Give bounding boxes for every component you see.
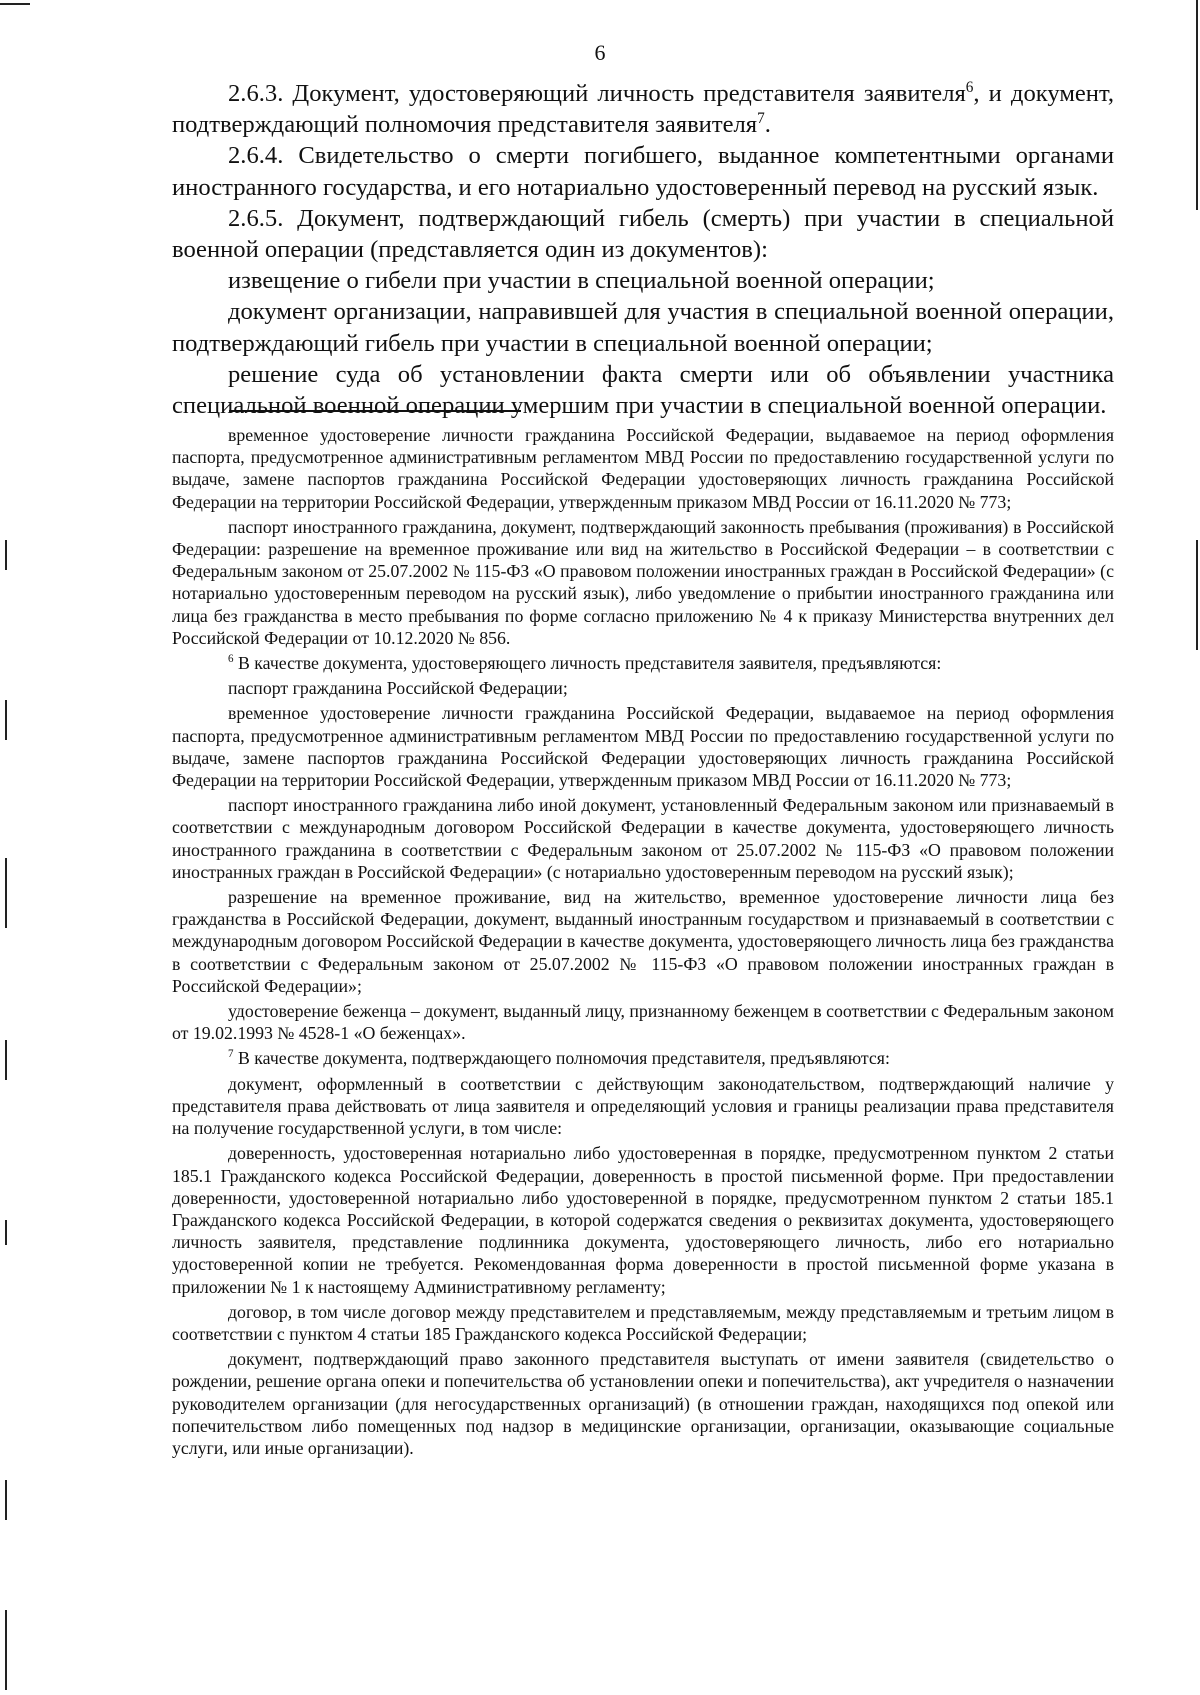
footnote-paragraph: удостоверение беженца – документ, выданный лицу, признанному беженцем в соответствии с Федеральным законом от 19.02.1993 № 4528-1 «О беженцах».	[172, 1001, 1114, 1044]
scan-edge-left-6	[5, 1480, 7, 1520]
list-item-court-decision: решение суда об установлении факта смерти или об объявлении участника специальной военной операции умершим при участии в специальной военной операции.	[172, 360, 1114, 420]
footnote-paragraph: доверенность, удостоверенная нотариально либо удостоверенная в порядке, предусмотренном пунктом 2 статьи 185.1 Гражданского кодекса Российской Федерации, доверенность в простой письменной форме. При предоставлении доверенности, удостоверенной нотариально либо удостоверенной в порядке, предусмотренном пунктом 2 статьи 185.1 Гражданского кодекса Российской Федерации, в которой содержатся сведения о реквизитах документа, удостоверяющего личность заявителя, представление подлинника документа, удостоверяющего личность, либо его нотариально удостоверенной копии не требуется. Рекомендованная форма доверенности в простой письменной форме указана в приложении № 1 к настоящему Административному регламенту;	[172, 1143, 1114, 1297]
clause-2-6-3	[172, 78, 1114, 140]
footnote-paragraph: документ, оформленный в соответствии с действующим законодательством, подтверждающий наличие у представителя права действовать от лица заявителя и определяющий условия и границы реализации права представителя на получение государственной услуги, в том числе:	[172, 1073, 1114, 1139]
list-item-notice: извещение о гибели при участии в специальной военной операции;	[228, 267, 935, 295]
footnote-7-text: В качестве документа, подтверждающего полномочия представителя, предъявляются:	[233, 1048, 890, 1069]
footnote-ref-7: 7	[757, 110, 765, 128]
clause-2-6-4: 2.6.4. Свидетельство о смерти погибшего, выданное компетентными органами иностранного государства, и его нотариально удостоверенный перевод на русский язык.	[172, 142, 1114, 201]
footnote-paragraph: договор, в том числе договор между представителем и представляемым, между представляемым и третьим лицом в соответствии с пунктом 4 статьи 185 Гражданского кодекса Российской Федерации;	[172, 1301, 1114, 1344]
clause-2-6-5: 2.6.5. Документ, подтверждающий гибель (смерть) при участии в специальной военной операции (представляется один из документов):	[172, 204, 1114, 264]
clause-2-6-3-text-c: .	[764, 111, 771, 139]
clause-2-6-3-text-a: 2.6.3. Документ, удостоверяющий личность представителя заявителя	[228, 80, 966, 107]
footnote-6-heading	[172, 652, 1114, 674]
footnote-marker-6: 6	[228, 653, 234, 666]
scan-edge-right-upper	[1196, 0, 1198, 210]
footnote-ref-6: 6	[965, 78, 974, 96]
footnote-paragraph: паспорт иностранного гражданина либо иной документ, установленный Федеральным законом или признаваемый в соответствии с международным договором Российской Федерации в качестве документа, удостоверяющего личность иностранного гражданина в соответствии с Федеральным законом от 25.07.2002 № 115-ФЗ «О правовом положении иностранных граждан в Российской Федерации» (с нотариально удостоверенным переводом на русский язык);	[172, 795, 1114, 882]
footnotes	[172, 424, 1114, 1462]
scan-edge-left-1	[5, 540, 7, 570]
list-item-org-document: документ организации, направившей для участия в специальной военной операции, подтверждающий гибель при участии в специальной военной операции;	[172, 298, 1114, 357]
footnote-paragraph: паспорт иностранного гражданина, документ, подтверждающий законность пребывания (проживания) в Российской Федерации: разрешение на временное проживание или вид на жительство в Российской Федерации – в соответствии с Федеральным законом от 25.07.2002 № 115-ФЗ «О правовом положении иностранных граждан в Российской Федерации» (с нотариально удостоверенным переводом на русский язык), либо уведомление о прибытии иностранного гражданина или лица без гражданства в место пребывания по форме согласно приложению № 4 к приказу Министерства внутренних дел Российской Федерации от 10.12.2020 № 856.	[172, 516, 1114, 648]
footnote-marker-7: 7	[228, 1048, 234, 1061]
scan-edge-left-5	[5, 1220, 7, 1245]
footnote-paragraph: паспорт гражданина Российской Федерации;	[228, 678, 568, 699]
footnote-paragraph: временное удостоверение личности гражданина Российской Федерации, выдаваемое на период оформления паспорта, предусмотренное административным регламентом МВД России по предоставлению государственной услуги по выдаче, замене паспортов гражданина Российской Федерации удостоверяющих личность гражданина Российской Федерации на территории Российской Федерации, утвержденным приказом МВД России от 16.11.2020 № 773;	[172, 703, 1114, 791]
footnote-paragraph: разрешение на временное проживание, вид на жительство, временное удостоверение личности лица без гражданства в Российской Федерации, документ, выданный иностранным государством и признаваемый в соответствии с международным договором Российской Федерации в качестве документа, удостоверяющего личность лица без гражданства в соответствии с Федеральным законом от 25.07.2002 № 115-ФЗ «О правовом положении иностранных граждан в Российской Федерации»;	[172, 887, 1114, 996]
footnote-paragraph: временное удостоверение личности гражданина Российской Федерации, выдаваемое на период оформления паспорта, предусмотренное административным регламентом МВД России по предоставлению государственной услуги по выдаче, замене паспортов гражданина Российской Федерации удостоверяющих личность гражданина Российской Федерации на территории Российской Федерации, утвержденным приказом МВД России от 16.11.2020 № 773;	[172, 425, 1114, 512]
footnote-7-heading	[172, 1047, 1114, 1069]
scan-edge-left-2	[5, 700, 7, 740]
page-number: 6	[594, 40, 606, 65]
scan-edge-left-4	[5, 1040, 7, 1080]
scan-edge-left-7	[5, 1610, 7, 1690]
scan-edge-top-left	[0, 3, 30, 5]
clause-2-6-3-text-b: , и документ, подтверждающий полномочия представителя заявителя	[172, 80, 1115, 139]
scan-edge-left-3	[5, 858, 7, 928]
footnote-paragraph: документ, подтверждающий право законного представителя выступать от имени заявителя (свидетельство о рождении, решение органа опеки и попечительства об установлении опеки и попечительства), акт учредителя о назначении руководителем организации (для негосударственных организаций) (в отношении граждан, находящихся под опекой или попечительством либо помещенных под надзор в медицинские организации, организации, оказывающие социальные услуги, или иные организации).	[172, 1349, 1114, 1458]
scan-edge-right-middle	[1196, 540, 1198, 650]
footnote-separator	[229, 410, 521, 412]
footnote-6-text: В качестве документа, удостоверяющего личность представителя заявителя, предъявляются:	[233, 653, 942, 674]
main-text	[172, 78, 1114, 421]
